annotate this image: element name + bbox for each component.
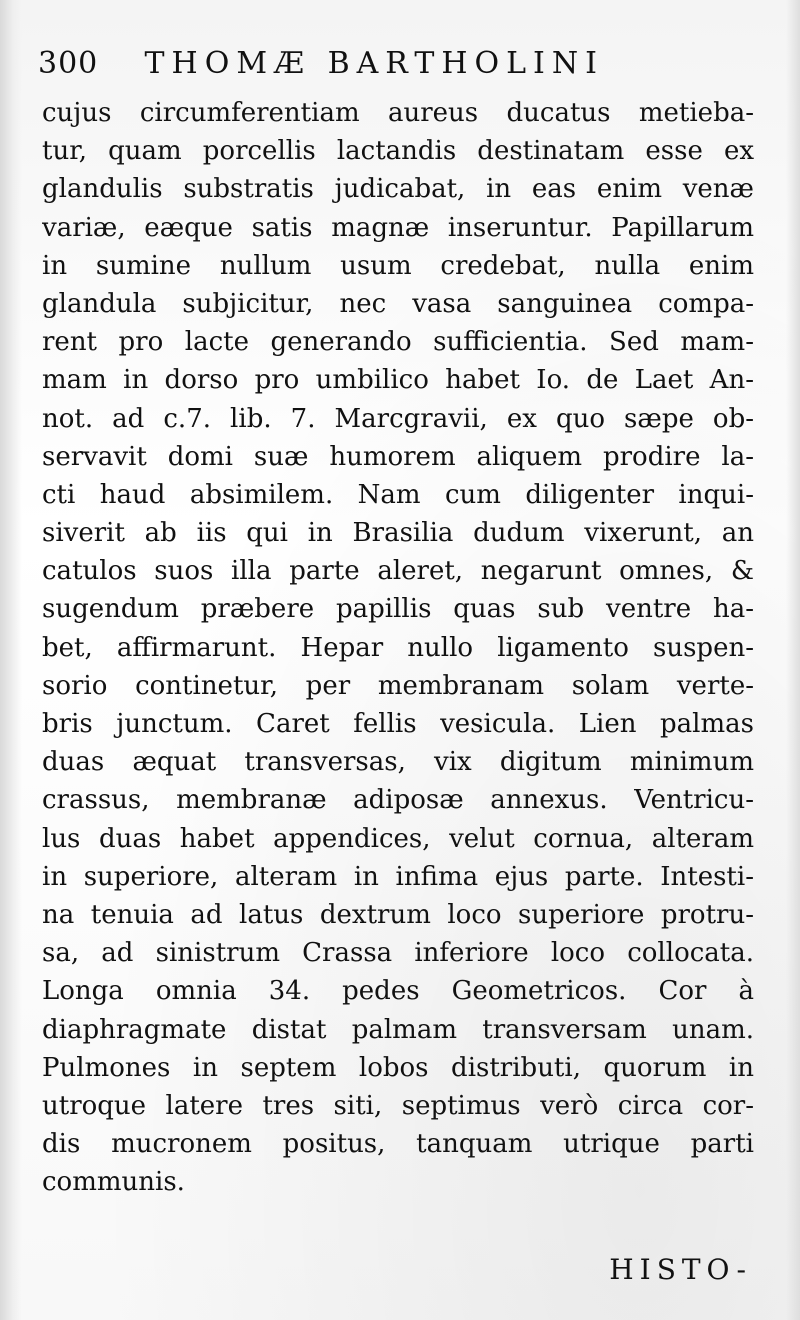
text-line: mam in dorso pro umbilico habet Io. de Laet An- bbox=[42, 365, 754, 396]
page-edge-shadow bbox=[786, 0, 800, 1320]
body-text bbox=[42, 94, 754, 1201]
running-title: THOMÆ BARTHOLINI bbox=[144, 46, 605, 81]
text-line: Pulmones in septem lobos distributi, quorum in bbox=[42, 1052, 754, 1083]
text-line: rent pro lacte generando sufficientia. Sed mam- bbox=[42, 327, 754, 358]
text-line: cujus circumferentiam aureus ducatus metieba- bbox=[42, 98, 754, 128]
text-line: utroque latere tres siti, septimus verò circa cor- bbox=[42, 1090, 754, 1121]
text-line: sorio continetur, per membranam solam verte- bbox=[42, 670, 754, 701]
text-line: dis mucronem positus, tanquam utrique parti bbox=[42, 1129, 754, 1160]
text-line: servavit domi suæ humorem aliquem prodire la- bbox=[42, 441, 754, 472]
text-line: bet, affirmarunt. Hepar nullo ligamento suspen- bbox=[42, 632, 754, 663]
text-line: glandulis substratis judicabat, in eas enim venæ bbox=[42, 174, 754, 205]
text-line: communis. bbox=[42, 1167, 185, 1198]
text-line: sa, ad sinistrum Crassa inferiore loco collocata. bbox=[42, 938, 754, 969]
text-line: catulos suos illa parte aleret, negarunt omnes, & bbox=[42, 556, 754, 587]
text-line: in sumine nullum usum credebat, nulla enim bbox=[42, 250, 754, 281]
text-line: in superiore, alteram in infima ejus parte. Intesti- bbox=[42, 861, 754, 892]
text-line: siverit ab iis qui in Brasilia dudum vixerunt, an bbox=[42, 518, 754, 549]
text-line: sugendum præbere papillis quas sub ventre ha- bbox=[42, 594, 754, 625]
text-line: na tenuia ad latus dextrum loco superiore protru- bbox=[42, 899, 754, 930]
text-line: diaphragmate distat palmam transversam unam. bbox=[42, 1014, 754, 1045]
text-line: variæ, eæque satis magnæ inseruntur. Papillarum bbox=[42, 212, 754, 243]
text-line: glandula subjicitur, nec vasa sanguinea compa- bbox=[42, 288, 754, 319]
page-number: 300 bbox=[38, 46, 99, 81]
page-header bbox=[38, 42, 758, 86]
text-line: Longa omnia 34. pedes Geometricos. Cor à bbox=[42, 976, 754, 1007]
text-line: cti haud absimilem. Nam cum diligenter inqui- bbox=[42, 479, 754, 510]
text-line: crassus, membranæ adiposæ annexus. Ventricu- bbox=[42, 785, 754, 816]
catchword: HISTO- bbox=[609, 1253, 752, 1286]
text-line: lus duas habet appendices, velut cornua, alteram bbox=[42, 823, 754, 854]
page-gutter-shadow bbox=[0, 0, 22, 1320]
text-line: tur, quam porcellis lactandis destinatam esse ex bbox=[42, 136, 754, 167]
text-line: bris junctum. Caret fellis vesicula. Lien palmas bbox=[42, 709, 754, 739]
text-line: not. ad c.7. lib. 7. Marcgravii, ex quo sæpe ob- bbox=[42, 403, 754, 434]
text-line: duas æquat transversas, vix digitum minimum bbox=[42, 747, 754, 778]
